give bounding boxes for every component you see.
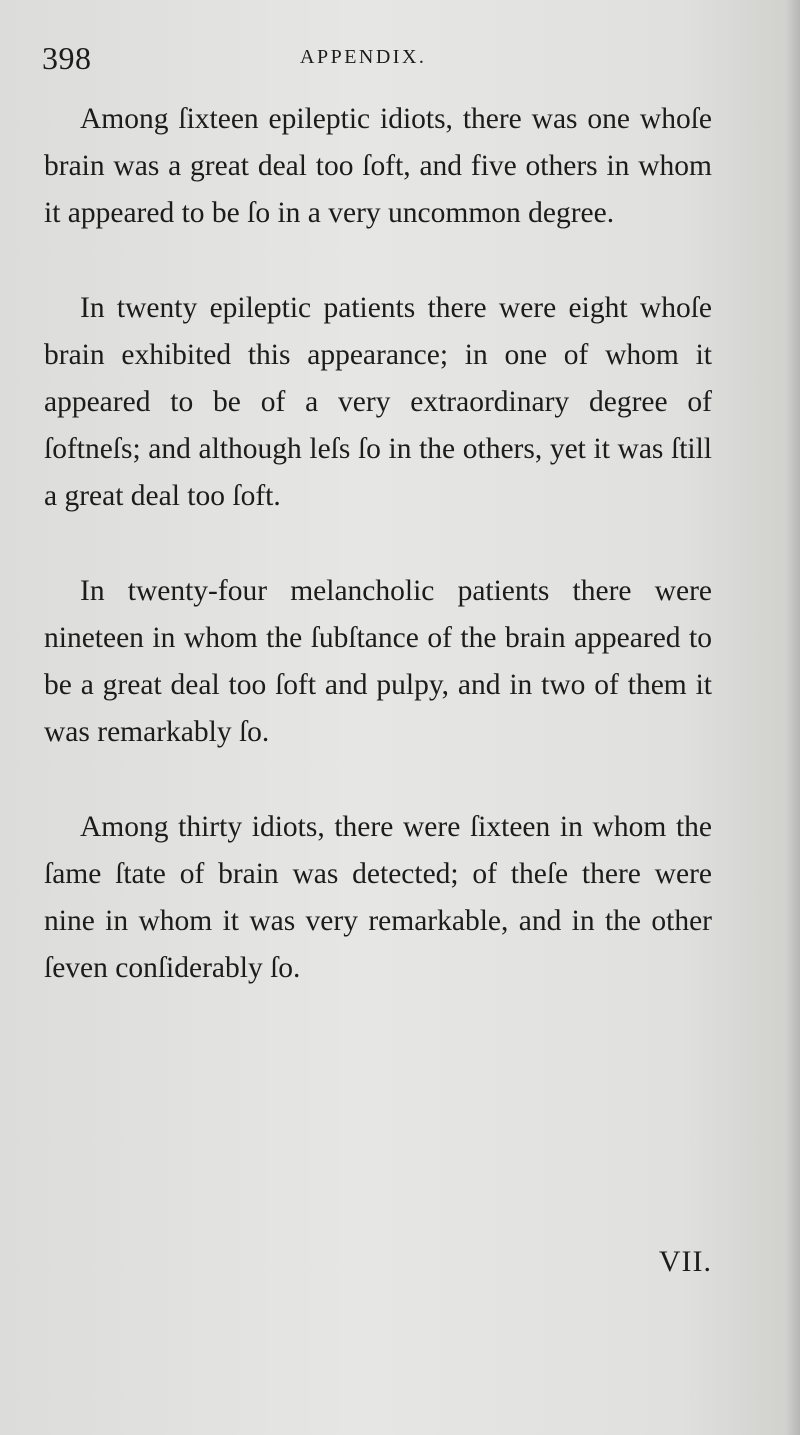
paragraph-sixteen-epileptic-idiots: Among ſixteen epileptic idiots, there was one whoſe brain was a great deal too ſoft, and five others in whom it appeared to be ſo in a very uncommon degree. — [44, 103, 712, 229]
paragraph-twenty-epileptic-patients: In twenty epileptic patients there were eight whoſe brain exhibited this appearance; in one of whom it appeared to be of a very extraordinary degree of ſoftneſs; and although leſs ſo in the others, yet it was ſtill a great deal too ſoft. — [44, 292, 712, 512]
running-title: APPENDIX. — [300, 46, 427, 68]
paragraph-thirty-idiots: Among thirty idiots, there were ſixteen in whom the ſame ſtate of brain was detected; of theſe there were nine in whom it was very remarkable, and in the other ſeven conſiderably ſo. — [44, 811, 712, 984]
page-header — [0, 40, 800, 90]
catchword: VII. — [658, 1245, 712, 1278]
page-edge-shadow — [786, 0, 800, 1435]
page-number: 398 — [42, 40, 92, 76]
paragraph-melancholic-patients: In twenty-four melancholic patients there were nineteen in whom the ſubſtance of the brain appeared to be a great deal too ſoft and pulpy, and in two of them it was remarkably ſo. — [44, 575, 712, 748]
body-text — [44, 96, 712, 1040]
